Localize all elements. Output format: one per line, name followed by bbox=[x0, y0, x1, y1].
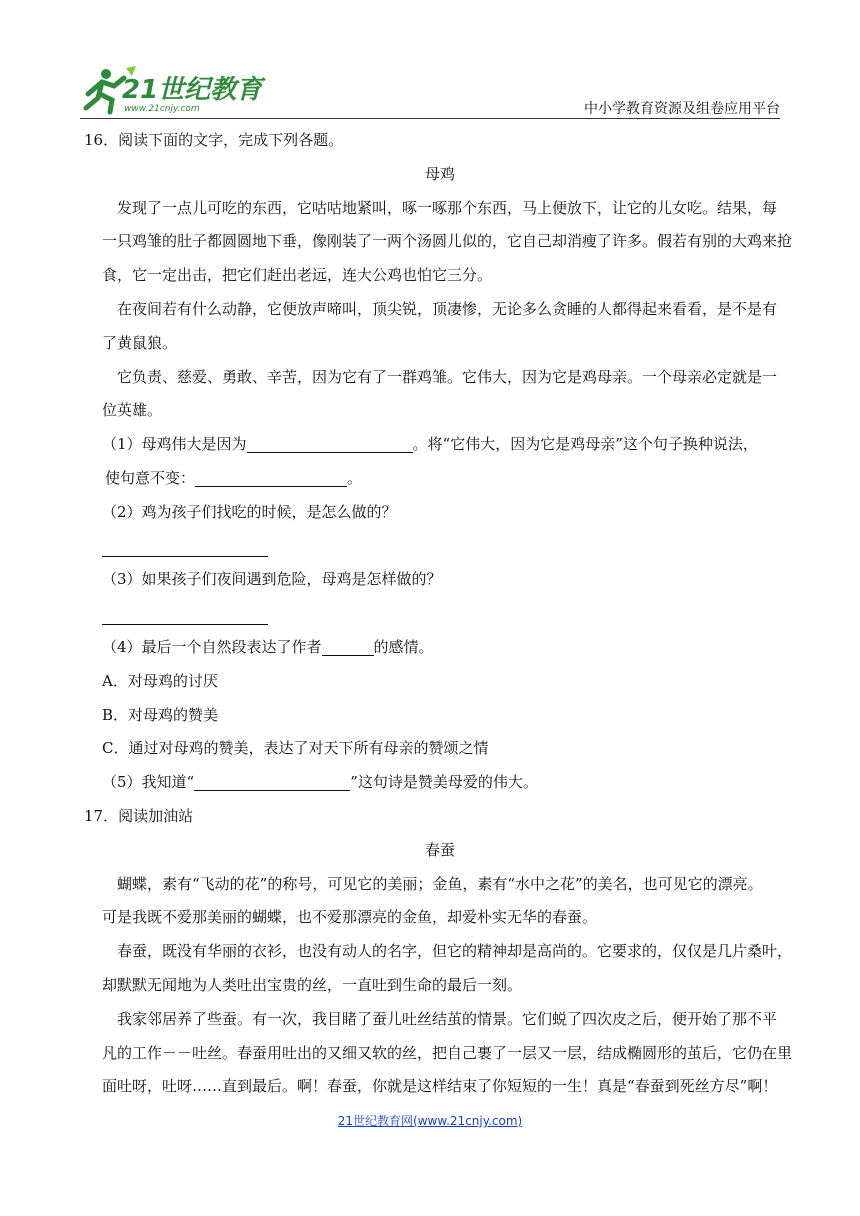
logo-21cnjy[interactable] bbox=[80, 64, 280, 116]
paragraph-line: 可是我既不爱那美丽的蝴蝶，也不爱那漂亮的金鱼，却爱朴实无华的春蚕。 bbox=[102, 908, 598, 927]
answer-line[interactable] bbox=[102, 604, 268, 625]
platform-name: 中小学教育资源及组卷应用平台 bbox=[584, 101, 780, 117]
option-c[interactable]: C．通过对母鸡的赞美，表达了对天下所有母亲的赞颂之情 bbox=[102, 739, 489, 758]
header-divider bbox=[80, 118, 780, 119]
question-text: 。将“它伟大，因为它是鸡母亲”这个句子换种说法， bbox=[412, 435, 758, 454]
passage-title-muji: 母鸡 bbox=[424, 164, 455, 183]
question-text: 的感情。 bbox=[373, 637, 434, 656]
paragraph-line: 位英雄。 bbox=[102, 401, 163, 420]
question-text: 。 bbox=[347, 468, 363, 487]
sub-question-3: （3）如果孩子们夜间遇到危险，母鸡是怎样做的？ bbox=[102, 570, 442, 589]
answer-line-wrap bbox=[102, 530, 778, 564]
paragraph-line: 一只鸡雏的肚子都圆圆地下垂，像刚装了一两个汤圆儿似的，它自己却消瘦了许多。假若有别的大鸡来抢 bbox=[102, 232, 793, 251]
answer-line[interactable] bbox=[102, 536, 268, 557]
logo-url: www.21cnjy.com bbox=[124, 104, 200, 114]
question-text: （1）母鸡伟大是因为 bbox=[102, 435, 247, 454]
paragraph-line: 在夜间若有什么动静，它便放声啼叫，顶尖锐，顶凄惨，无论多么贪睡的人都得起来看看，是不是有 bbox=[117, 299, 778, 318]
question-text: （5）我知道“ bbox=[102, 773, 195, 792]
paragraph-line: 我家邻居养了些蚕。有一次，我目睹了蚕儿吐丝结茧的情景。它们蜕了四次皮之后，便开始了那不平 bbox=[117, 1009, 778, 1028]
answer-blank[interactable] bbox=[195, 468, 347, 487]
option-b[interactable]: B．对母鸡的赞美 bbox=[102, 705, 219, 724]
paragraph-line: 了黄鼠狼。 bbox=[102, 333, 178, 352]
sub-question-1 bbox=[102, 428, 778, 462]
sub-question-4 bbox=[102, 631, 778, 665]
paragraph-line: 却默默无闻地为人类吐出宝贵的丝，一直吐到生命的最后一刻。 bbox=[102, 975, 523, 994]
page-header bbox=[80, 64, 780, 118]
answer-blank[interactable] bbox=[194, 772, 350, 791]
footer-link[interactable]: 21世纪教育网(www.21cnjy.com) bbox=[337, 1114, 523, 1128]
passage-title-chuncan: 春蚕 bbox=[424, 840, 455, 859]
sub-question-5 bbox=[102, 766, 778, 800]
paragraph-line: 春蚕，既没有华丽的衣衫，也没有动人的名字，但它的精神却是高尚的。它要求的，仅仅是几片桑叶， bbox=[117, 942, 793, 961]
option-a[interactable]: A．对母鸡的讨厌 bbox=[102, 671, 218, 690]
page-footer bbox=[0, 1112, 860, 1129]
paragraph-line: 凡的工作－－吐丝。春蚕用吐出的又细又软的丝，把自己裹了一层又一层，结成椭圆形的茧后，它仍在里 bbox=[102, 1043, 793, 1062]
answer-blank[interactable] bbox=[247, 434, 413, 453]
paragraph-line: 蝴蝶，素有“飞动的花”的称号，可见它的美丽；金鱼，素有“水中之花”的美名，也可见它的漂亮。 bbox=[117, 874, 763, 893]
answer-line-wrap bbox=[102, 597, 778, 631]
sub-question-2: （2）鸡为孩子们找吃的时候，是怎么做的？ bbox=[102, 502, 397, 521]
question-16-heading: 16．阅读下面的文字，完成下列各题。 bbox=[84, 131, 344, 149]
paragraph-line: 它负责、慈爱、勇敢、辛苦，因为它有了一群鸡雏。它伟大，因为它是鸡母亲。一个母亲必定就是一 bbox=[117, 367, 778, 386]
question-text: 使句意不变： bbox=[105, 468, 196, 487]
paragraph-line: 发现了一点儿可吃的东西，它咕咕地紧叫，啄一啄那个东西，马上便放下，让它的儿女吃。结果，每 bbox=[117, 198, 778, 217]
paragraph-line: 食，它一定出击，把它们赶出老远，连大公鸡也怕它三分。 bbox=[102, 266, 493, 285]
paragraph-line: 面吐呀，吐呀……直到最后。啊！春蚕，你就是这样结束了你短短的一生！真是“春蚕到死丝方尽”啊！ bbox=[102, 1077, 778, 1096]
logo-text: 21世纪教育 bbox=[122, 75, 263, 105]
question-text: （4）最后一个自然段表达了作者 bbox=[102, 637, 322, 656]
question-17-heading: 17．阅读加油站 bbox=[84, 806, 194, 825]
answer-blank[interactable] bbox=[322, 637, 374, 656]
worksheet-content bbox=[84, 124, 793, 1104]
sub-question-1-cont bbox=[90, 462, 778, 496]
question-text: ”这句诗是赞美母爱的伟大。 bbox=[350, 773, 538, 792]
